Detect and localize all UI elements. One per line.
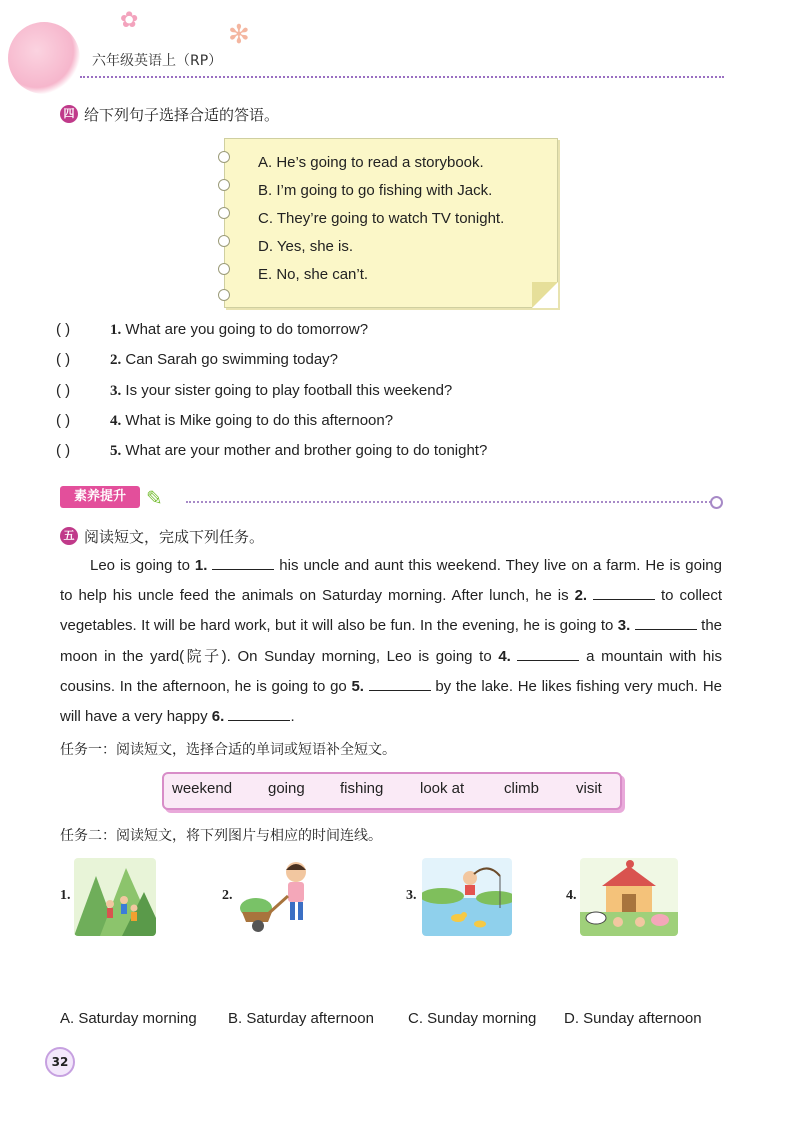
literacy-banner: 素养提升 <box>60 486 140 508</box>
question-5 <box>56 442 487 460</box>
flower-icon: ✻ <box>228 20 250 50</box>
task-2-instruction: 任务二：阅读短文，将下列图片与相应的时间连线。 <box>60 828 382 844</box>
question-text: What is Mike going to do this afternoon? <box>125 412 394 429</box>
section-4-badge: 四 <box>60 105 78 123</box>
time-option-b: B. Saturday afternoon <box>228 1010 374 1027</box>
word-option: going <box>268 780 305 797</box>
section-5-badge: 五 <box>60 527 78 545</box>
blank-number: 2. <box>574 587 588 605</box>
answer-blank[interactable]: ( ) <box>56 351 71 368</box>
binder-ring-icon <box>218 151 230 163</box>
picture-number: 2. <box>222 888 233 903</box>
blank-number: 5. <box>351 677 364 695</box>
question-number: 2. <box>110 352 122 368</box>
pencil-icon: ✎ <box>146 486 163 510</box>
fill-blank-3[interactable] <box>635 617 697 630</box>
divider-end-icon <box>710 496 723 509</box>
fishing-by-lake-picture <box>422 858 512 936</box>
fill-blank-2[interactable] <box>593 587 655 600</box>
page-number: 32 <box>45 1047 75 1077</box>
blank-number: 1. <box>194 557 208 574</box>
option-c: C. They’re going to watch TV tonight. <box>258 210 505 227</box>
picture-number: 4. <box>566 888 577 903</box>
answer-blank[interactable]: ( ) <box>56 412 71 429</box>
header-divider <box>80 76 724 78</box>
banner-divider <box>186 501 714 503</box>
flower-icon: ✿ <box>120 8 139 33</box>
option-a: A. He’s going to read a storybook. <box>258 154 484 171</box>
binder-ring-icon <box>218 235 230 247</box>
time-option-a: A. Saturday morning <box>60 1010 197 1027</box>
question-3 <box>56 382 452 400</box>
book-title: 六年级英语上（RP） <box>92 53 223 69</box>
reading-passage: Leo is going to 1. his uncle and aunt this weekend. They live on a farm. He is going to help his uncle feed the animals on Saturday morning. After lunch, he is 2. to collect vegetables. It will be hard work, but it will also be fun. In the evening, he is going to 3. the moon in the yard(院子). On Sunday morning, Leo is going to 4. a mountain with his cousins. In the afternoon, he is going to go 5. by the lake. He likes fishing very much. He will have a very happy 6. . <box>60 557 722 726</box>
blank-number: 3. <box>617 617 631 635</box>
question-text: Can Sarah go swimming today? <box>125 351 339 368</box>
fill-blank-6[interactable] <box>228 708 290 721</box>
section-4-title: 给下列句子选择合适的答语。 <box>84 106 280 124</box>
question-2 <box>56 351 338 369</box>
time-option-c: C. Sunday morning <box>408 1010 537 1027</box>
question-number: 5. <box>110 443 122 459</box>
question-text: What are your mother and brother going to do tonight? <box>125 442 488 459</box>
word-option: fishing <box>340 780 384 797</box>
option-b: B. I’m going to go fishing with Jack. <box>258 182 493 199</box>
question-number: 3. <box>110 383 122 399</box>
picture-number: 3. <box>406 888 417 903</box>
binder-ring-icon <box>218 207 230 219</box>
task-1-instruction: 任务一：阅读短文，选择合适的单词或短语补全短文。 <box>60 742 396 758</box>
mountain-climbing-picture <box>74 858 156 936</box>
vegetable-cart-picture <box>238 858 322 936</box>
farm-animals-picture <box>580 858 678 936</box>
question-number: 4. <box>110 413 122 429</box>
blank-number: 4. <box>498 647 511 665</box>
question-text: Is your sister going to play football this weekend? <box>125 382 453 399</box>
word-option: visit <box>576 780 602 797</box>
word-option: weekend <box>172 780 233 797</box>
fill-blank-4[interactable] <box>517 648 579 661</box>
header-decoration-blob <box>8 22 80 94</box>
binder-ring-icon <box>218 263 230 275</box>
binder-ring-icon <box>218 179 230 191</box>
option-e: E. No, she can’t. <box>258 266 369 283</box>
option-d: D. Yes, she is. <box>258 238 354 255</box>
time-option-d: D. Sunday afternoon <box>564 1010 702 1027</box>
question-1 <box>56 321 368 339</box>
fill-blank-5[interactable] <box>369 678 431 691</box>
binder-ring-icon <box>218 289 230 301</box>
question-4 <box>56 412 393 430</box>
question-number: 1. <box>110 322 122 338</box>
fill-blank-1[interactable] <box>212 557 274 570</box>
answer-blank[interactable]: ( ) <box>56 321 71 338</box>
page-curl <box>532 282 558 308</box>
word-option: look at <box>420 780 465 797</box>
answer-blank[interactable]: ( ) <box>56 382 71 399</box>
picture-number: 1. <box>60 888 71 903</box>
word-option: climb <box>504 780 540 797</box>
blank-number: 6. <box>211 708 225 726</box>
answer-blank[interactable]: ( ) <box>56 442 71 459</box>
question-text: What are you going to do tomorrow? <box>125 321 369 338</box>
section-5-title: 阅读短文，完成下列任务。 <box>84 528 265 546</box>
